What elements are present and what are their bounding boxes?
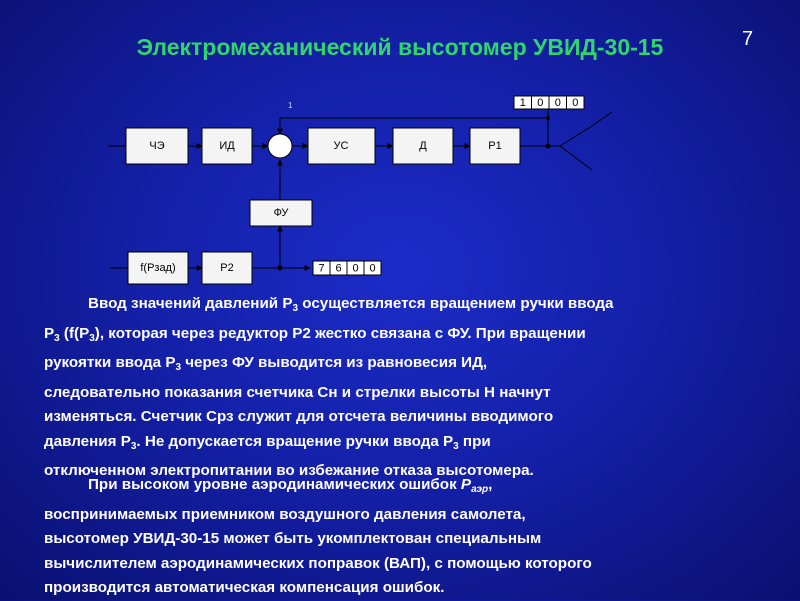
p2-line-1: При высоком уровне аэродинамических ошибок $Р_{аэр}$, — [88, 476, 493, 495]
paragraph-1 — [44, 292, 764, 484]
p2-line-5: производится автоматическая компенсация ошибок. — [44, 579, 445, 596]
slide-number: 7 — [742, 28, 754, 50]
counter-bottom — [313, 261, 381, 275]
block-id — [202, 128, 252, 164]
counter-top-digit-2: 0 — [537, 96, 544, 109]
counter-bottom-digit-2: 6 — [335, 262, 342, 275]
paragraph-2 — [44, 473, 764, 601]
block-r2-label: Р2 — [220, 261, 234, 274]
block-che-label: ЧЭ — [149, 139, 165, 152]
block-d — [393, 128, 453, 164]
p1-line-6: давления $Р_3$. Не допускается вращение ручки ввода $Р_3$ при — [44, 432, 491, 452]
block-d-label: Д — [419, 139, 427, 152]
block-che — [126, 128, 188, 164]
feedback-label: 1 — [288, 101, 293, 110]
block-us-label: УС — [333, 139, 349, 152]
block-fpzad — [128, 252, 188, 284]
counter-top-digit-1: 1 — [519, 96, 526, 109]
slide-title: Электромеханический высотомер УВИД-30-15 — [136, 34, 664, 60]
counter-top-digit-3: 0 — [554, 96, 561, 109]
p2-line-2: воспринимаемых приемником воздушного давления самолета, — [44, 505, 526, 523]
block-fu — [250, 200, 312, 226]
p1-line-7: отключенном электропитании во избежание отказа высотомера. — [44, 462, 534, 479]
counter-bottom-digit-4: 0 — [369, 262, 376, 275]
p2-line-4: вычислителем аэродинамических поправок (ВАП), с помощью которого — [44, 554, 592, 572]
block-fu-label: ФУ — [273, 206, 289, 219]
block-diagram — [0, 0, 800, 300]
p1-line-3: рукоятки ввода $Р_3$ через ФУ выводится из равновесия ИД, — [44, 354, 488, 373]
counter-top — [514, 96, 584, 109]
block-us — [308, 128, 375, 164]
counter-top-digit-4: 0 — [572, 96, 579, 109]
block-fpzad-label: f(Рзад) — [140, 261, 176, 274]
p2-line-3: высотомер УВИД-30-15 может быть укомплектован специальным — [44, 530, 542, 547]
block-r1 — [470, 128, 520, 164]
counter-bottom-digit-1: 7 — [318, 262, 325, 275]
block-r1-label: Р1 — [488, 139, 502, 152]
p1-line-1: Ввод значений давлений $Р_3$ осуществляется вращением ручки ввода — [88, 295, 614, 314]
block-r2 — [202, 252, 252, 284]
block-id-label: ИД — [219, 139, 235, 152]
counter-bottom-digit-3: 0 — [352, 262, 359, 275]
p1-line-2: $Р_3$ ($f(Р_3)$, которая через редуктор Р2 жестко связана с ФУ. При вращении — [44, 324, 586, 344]
p1-line-4: следовательно показания счетчика Сн и стрелки высоты Н начнут — [44, 383, 551, 401]
p1-line-5: изменяться. Счетчик Срз служит для отсчета величины вводимого — [44, 408, 554, 425]
summing-node — [268, 134, 292, 158]
